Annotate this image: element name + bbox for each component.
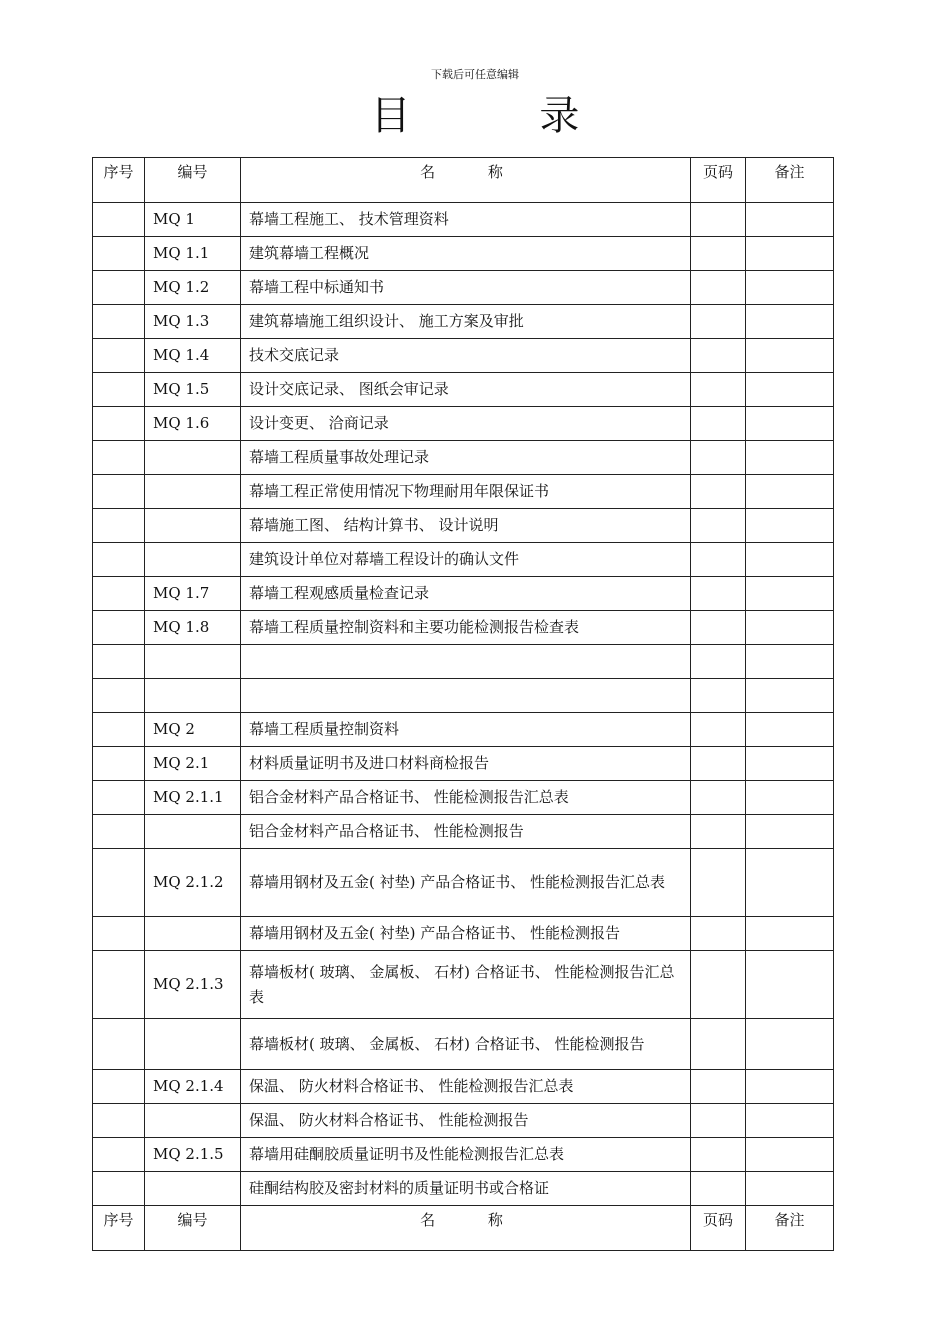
row-remark	[746, 407, 834, 441]
row-code	[145, 441, 241, 475]
row-code	[145, 815, 241, 849]
table-row	[93, 645, 834, 679]
row-code: MQ 1.5	[145, 373, 241, 407]
row-page	[691, 407, 746, 441]
row-name: 设计交底记录、 图纸会审记录	[241, 373, 691, 407]
table-row	[93, 305, 834, 339]
row-remark	[746, 203, 834, 237]
row-remark	[746, 815, 834, 849]
table-row	[93, 747, 834, 781]
row-name: 建筑幕墙工程概况	[241, 237, 691, 271]
row-seq	[93, 1070, 145, 1104]
row-seq	[93, 747, 145, 781]
row-code	[145, 1104, 241, 1138]
row-page	[691, 1104, 746, 1138]
row-seq	[93, 815, 145, 849]
table-row	[93, 203, 834, 237]
row-seq	[93, 237, 145, 271]
row-code	[145, 679, 241, 713]
row-page	[691, 747, 746, 781]
row-remark	[746, 1138, 834, 1172]
row-remark	[746, 305, 834, 339]
table-header-row	[93, 158, 834, 203]
table-row	[93, 679, 834, 713]
row-code: MQ 2.1.4	[145, 1070, 241, 1104]
row-name: 幕墙用钢材及五金( 衬垫) 产品合格证书、 性能检测报告	[241, 917, 691, 951]
row-code: MQ 1.7	[145, 577, 241, 611]
table-row	[93, 713, 834, 747]
row-code: MQ 2.1.5	[145, 1138, 241, 1172]
table-row	[93, 339, 834, 373]
row-page	[691, 1172, 746, 1206]
row-remark	[746, 373, 834, 407]
row-name: 幕墙工程观感质量检查记录	[241, 577, 691, 611]
row-name: 幕墙板材( 玻璃、 金属板、 石材) 合格证书、 性能检测报告汇总表	[241, 951, 691, 1019]
row-seq	[93, 339, 145, 373]
row-remark	[746, 1070, 834, 1104]
row-page	[691, 679, 746, 713]
row-remark	[746, 781, 834, 815]
row-remark	[746, 441, 834, 475]
row-seq	[93, 849, 145, 917]
footer-seq: 序号	[93, 1206, 145, 1251]
row-remark	[746, 951, 834, 1019]
row-remark	[746, 645, 834, 679]
row-code: MQ 1.3	[145, 305, 241, 339]
row-code: MQ 1.4	[145, 339, 241, 373]
row-page	[691, 203, 746, 237]
row-seq	[93, 203, 145, 237]
row-name: 幕墙工程质量控制资料和主要功能检测报告检查表	[241, 611, 691, 645]
header-code: 编号	[145, 158, 241, 203]
table-row	[93, 271, 834, 305]
row-page	[691, 577, 746, 611]
row-code: MQ 2.1.2	[145, 849, 241, 917]
row-name: 保温、 防火材料合格证书、 性能检测报告	[241, 1104, 691, 1138]
table-row	[93, 407, 834, 441]
footer-remark: 备注	[746, 1206, 834, 1251]
footer-code: 编号	[145, 1206, 241, 1251]
table-row	[93, 1172, 834, 1206]
table-row	[93, 849, 834, 917]
table-row	[93, 577, 834, 611]
row-code: MQ 2.1	[145, 747, 241, 781]
row-seq	[93, 509, 145, 543]
row-page	[691, 713, 746, 747]
row-page	[691, 271, 746, 305]
header-seq: 序号	[93, 158, 145, 203]
table-row	[93, 951, 834, 1019]
row-seq	[93, 305, 145, 339]
table-row	[93, 509, 834, 543]
table-row	[93, 475, 834, 509]
row-remark	[746, 917, 834, 951]
row-name: 铝合金材料产品合格证书、 性能检测报告	[241, 815, 691, 849]
table-row	[93, 1104, 834, 1138]
table-row	[93, 1019, 834, 1070]
row-name: 幕墙用硅酮胶质量证明书及性能检测报告汇总表	[241, 1138, 691, 1172]
table-row	[93, 373, 834, 407]
table-row	[93, 441, 834, 475]
row-page	[691, 611, 746, 645]
row-code: MQ 2.1.3	[145, 951, 241, 1019]
row-seq	[93, 543, 145, 577]
table-row	[93, 815, 834, 849]
row-page	[691, 509, 746, 543]
row-seq	[93, 475, 145, 509]
row-seq	[93, 611, 145, 645]
row-seq	[93, 271, 145, 305]
row-code: MQ 1.8	[145, 611, 241, 645]
row-page	[691, 373, 746, 407]
table-footer-header-row	[93, 1206, 834, 1251]
row-name: 幕墙工程施工、 技术管理资料	[241, 203, 691, 237]
header-page: 页码	[691, 158, 746, 203]
row-name: 幕墙用钢材及五金( 衬垫) 产品合格证书、 性能检测报告汇总表	[241, 849, 691, 917]
row-remark	[746, 849, 834, 917]
row-code	[145, 645, 241, 679]
row-page	[691, 1070, 746, 1104]
row-seq	[93, 951, 145, 1019]
row-name	[241, 645, 691, 679]
row-page	[691, 475, 746, 509]
row-seq	[93, 713, 145, 747]
row-remark	[746, 543, 834, 577]
row-seq	[93, 1138, 145, 1172]
row-remark	[746, 1172, 834, 1206]
row-name: 建筑设计单位对幕墙工程设计的确认文件	[241, 543, 691, 577]
row-code: MQ 1.2	[145, 271, 241, 305]
row-page	[691, 305, 746, 339]
header-remark: 备注	[746, 158, 834, 203]
row-code	[145, 1019, 241, 1070]
table-row	[93, 1138, 834, 1172]
row-page	[691, 1019, 746, 1070]
row-name: 铝合金材料产品合格证书、 性能检测报告汇总表	[241, 781, 691, 815]
row-code: MQ 2.1.1	[145, 781, 241, 815]
row-name: 保温、 防火材料合格证书、 性能检测报告汇总表	[241, 1070, 691, 1104]
footer-page: 页码	[691, 1206, 746, 1251]
row-page	[691, 917, 746, 951]
row-seq	[93, 407, 145, 441]
table-row	[93, 237, 834, 271]
row-name	[241, 679, 691, 713]
table-row	[93, 781, 834, 815]
row-name: 幕墙板材( 玻璃、 金属板、 石材) 合格证书、 性能检测报告	[241, 1019, 691, 1070]
row-remark	[746, 611, 834, 645]
row-seq	[93, 679, 145, 713]
row-code: MQ 1.1	[145, 237, 241, 271]
row-seq	[93, 917, 145, 951]
row-page	[691, 781, 746, 815]
row-code	[145, 475, 241, 509]
row-page	[691, 815, 746, 849]
row-code: MQ 2	[145, 713, 241, 747]
row-name: 幕墙工程质量事故处理记录	[241, 441, 691, 475]
row-code	[145, 1172, 241, 1206]
row-remark	[746, 475, 834, 509]
row-remark	[746, 237, 834, 271]
row-name: 幕墙工程质量控制资料	[241, 713, 691, 747]
row-page	[691, 1138, 746, 1172]
row-seq	[93, 577, 145, 611]
table-row	[93, 1070, 834, 1104]
row-remark	[746, 679, 834, 713]
row-page	[691, 849, 746, 917]
table-row	[93, 917, 834, 951]
row-name: 材料质量证明书及进口材料商检报告	[241, 747, 691, 781]
row-name: 技术交底记录	[241, 339, 691, 373]
row-seq	[93, 441, 145, 475]
footer-name: 名 称	[241, 1206, 691, 1251]
row-code	[145, 543, 241, 577]
row-name: 幕墙工程中标通知书	[241, 271, 691, 305]
row-code: MQ 1	[145, 203, 241, 237]
row-seq	[93, 645, 145, 679]
row-seq	[93, 1019, 145, 1070]
row-remark	[746, 1104, 834, 1138]
row-remark	[746, 509, 834, 543]
row-page	[691, 543, 746, 577]
row-name: 硅酮结构胶及密封材料的质量证明书或合格证	[241, 1172, 691, 1206]
row-name: 设计变更、 洽商记录	[241, 407, 691, 441]
header-note: 下载后可任意编辑	[431, 68, 519, 81]
row-code	[145, 917, 241, 951]
row-page	[691, 951, 746, 1019]
row-code	[145, 509, 241, 543]
row-remark	[746, 271, 834, 305]
row-remark	[746, 713, 834, 747]
row-remark	[746, 747, 834, 781]
row-remark	[746, 1019, 834, 1070]
row-name: 幕墙工程正常使用情况下物理耐用年限保证书	[241, 475, 691, 509]
row-page	[691, 441, 746, 475]
page-title: 目 录	[370, 93, 638, 139]
header-name: 名 称	[241, 158, 691, 203]
contents-table	[92, 157, 834, 1251]
row-seq	[93, 373, 145, 407]
row-page	[691, 237, 746, 271]
row-remark	[746, 577, 834, 611]
row-seq	[93, 781, 145, 815]
row-seq	[93, 1104, 145, 1138]
table-row	[93, 611, 834, 645]
row-code: MQ 1.6	[145, 407, 241, 441]
row-seq	[93, 1172, 145, 1206]
row-name: 建筑幕墙施工组织设计、 施工方案及审批	[241, 305, 691, 339]
table-row	[93, 543, 834, 577]
row-name: 幕墙施工图、 结构计算书、 设计说明	[241, 509, 691, 543]
row-remark	[746, 339, 834, 373]
row-page	[691, 339, 746, 373]
row-page	[691, 645, 746, 679]
